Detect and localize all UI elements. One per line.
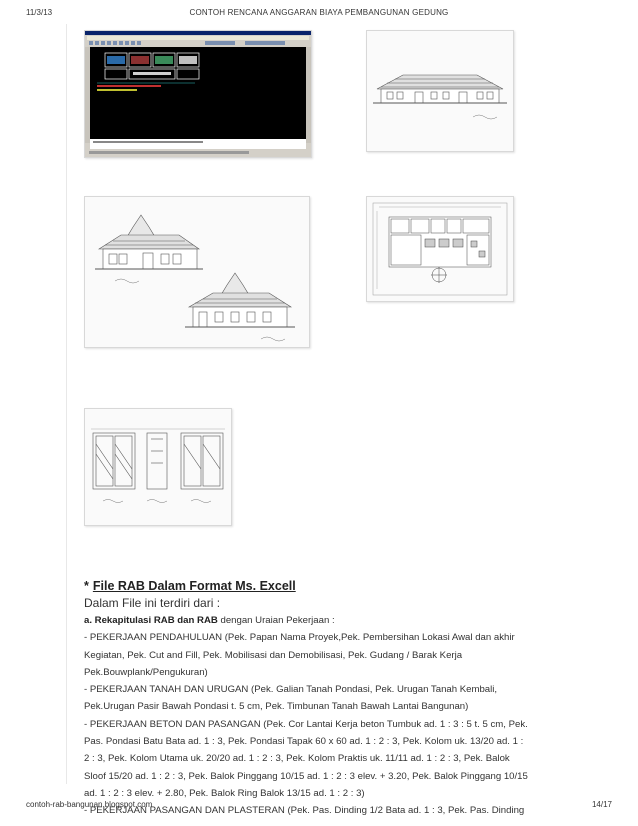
- content-text: [84, 578, 564, 820]
- content-line: 2 : 3, Pek. Kolom Utama uk. 20/20 ad. 1 : 2 : 3, Pek. Kolom Praktis uk. 11/11 ad. 1 : 2 : 3, Pek. Balok: [84, 753, 510, 765]
- front-elevation-image: [367, 31, 513, 151]
- section-heading: [84, 578, 564, 595]
- intro-text: Dalam File ini terdiri dari :: [84, 596, 221, 610]
- item-a-rest: dengan Uraian Pekerjaan :: [217, 615, 335, 626]
- content-line: - PEKERJAAN TANAH DAN URUGAN (Pek. Galian Tanah Pondasi, Pek. Urugan Tanah Kembali,: [84, 684, 498, 696]
- document-title: CONTOH RENCANA ANGGARAN BIAYA PEMBANGUNAN GEDUNG: [189, 8, 449, 17]
- page-header: [0, 8, 638, 22]
- autocad-screenshot-thumb[interactable]: [84, 30, 312, 158]
- floor-plan-thumb[interactable]: [366, 196, 514, 302]
- content-line: - PEKERJAAN PASANGAN DAN PLASTERAN (Pek. Pas. Dinding 1/2 Bata ad. 1 : 3, Pek. Pas. Dinding: [84, 805, 525, 817]
- content-line: Kegiatan, Pek. Cut and Fill, Pek. Mobilisasi dan Demobilisasi, Pek. Gudang / Barak Kerja: [84, 649, 463, 661]
- details-image: [85, 409, 231, 525]
- print-date: 11/3/13: [26, 8, 53, 17]
- content-line: Pas. Pondasi Batu Bata ad. 1 : 3, Pek. Pondasi Tapak 60 x 60 ad. 1 : 2 : 3, Pek. Kolom uk. 13/20 ad. 1 :: [84, 736, 524, 748]
- front-elevation-thumb[interactable]: [366, 30, 514, 152]
- content-line: - PEKERJAAN BETON DAN PASANGAN (Pek. Cor Lantai Kerja beton Tumbuk ad. 1 : 3 : 5 t. 5 cm, Pek.: [84, 718, 528, 730]
- side-elevations-image: [85, 197, 309, 347]
- content-line: Pek.Bouwplank/Pengukuran): [84, 666, 208, 678]
- floor-plan-image: [367, 197, 513, 301]
- excel-file-link[interactable]: File RAB Dalam Format Ms. Excell: [92, 579, 296, 593]
- content-line: Pek.Urugan Pasir Bawah Pondasi t. 5 cm, Pek. Timbunan Tanah Bawah Lantai Bangunan): [84, 701, 469, 713]
- content-line: Sloof 15/20 ad. 1 : 2 : 3, Pek. Balok Pinggang 10/15 ad. 1 : 2 : 3 elev. + 3.20, Pek. Balok Pinggang 10/15: [84, 770, 528, 782]
- source-url[interactable]: contoh-rab-bangunan.blogspot.com: [26, 800, 153, 809]
- margin-guide: [66, 24, 67, 784]
- item-a-title: a. Rekapitulasi RAB dan RAB: [84, 615, 218, 626]
- heading-bullet: *: [84, 579, 89, 593]
- content-line: ad. 1 : 2 : 3 elev. + 2.80, Pek. Balok Ring Balok 13/15 ad. 1 : 2 : 3): [84, 787, 365, 799]
- details-thumb[interactable]: [84, 408, 232, 526]
- autocad-screenshot-image: [85, 31, 311, 157]
- side-elevations-thumb[interactable]: [84, 196, 310, 348]
- item-a: [84, 612, 564, 629]
- content-line: - PEKERJAAN PENDAHULUAN (Pek. Papan Nama Proyek,Pek. Pembersihan Lokasi Awal dan akhir: [84, 632, 515, 644]
- page-number: 14/17: [591, 800, 612, 809]
